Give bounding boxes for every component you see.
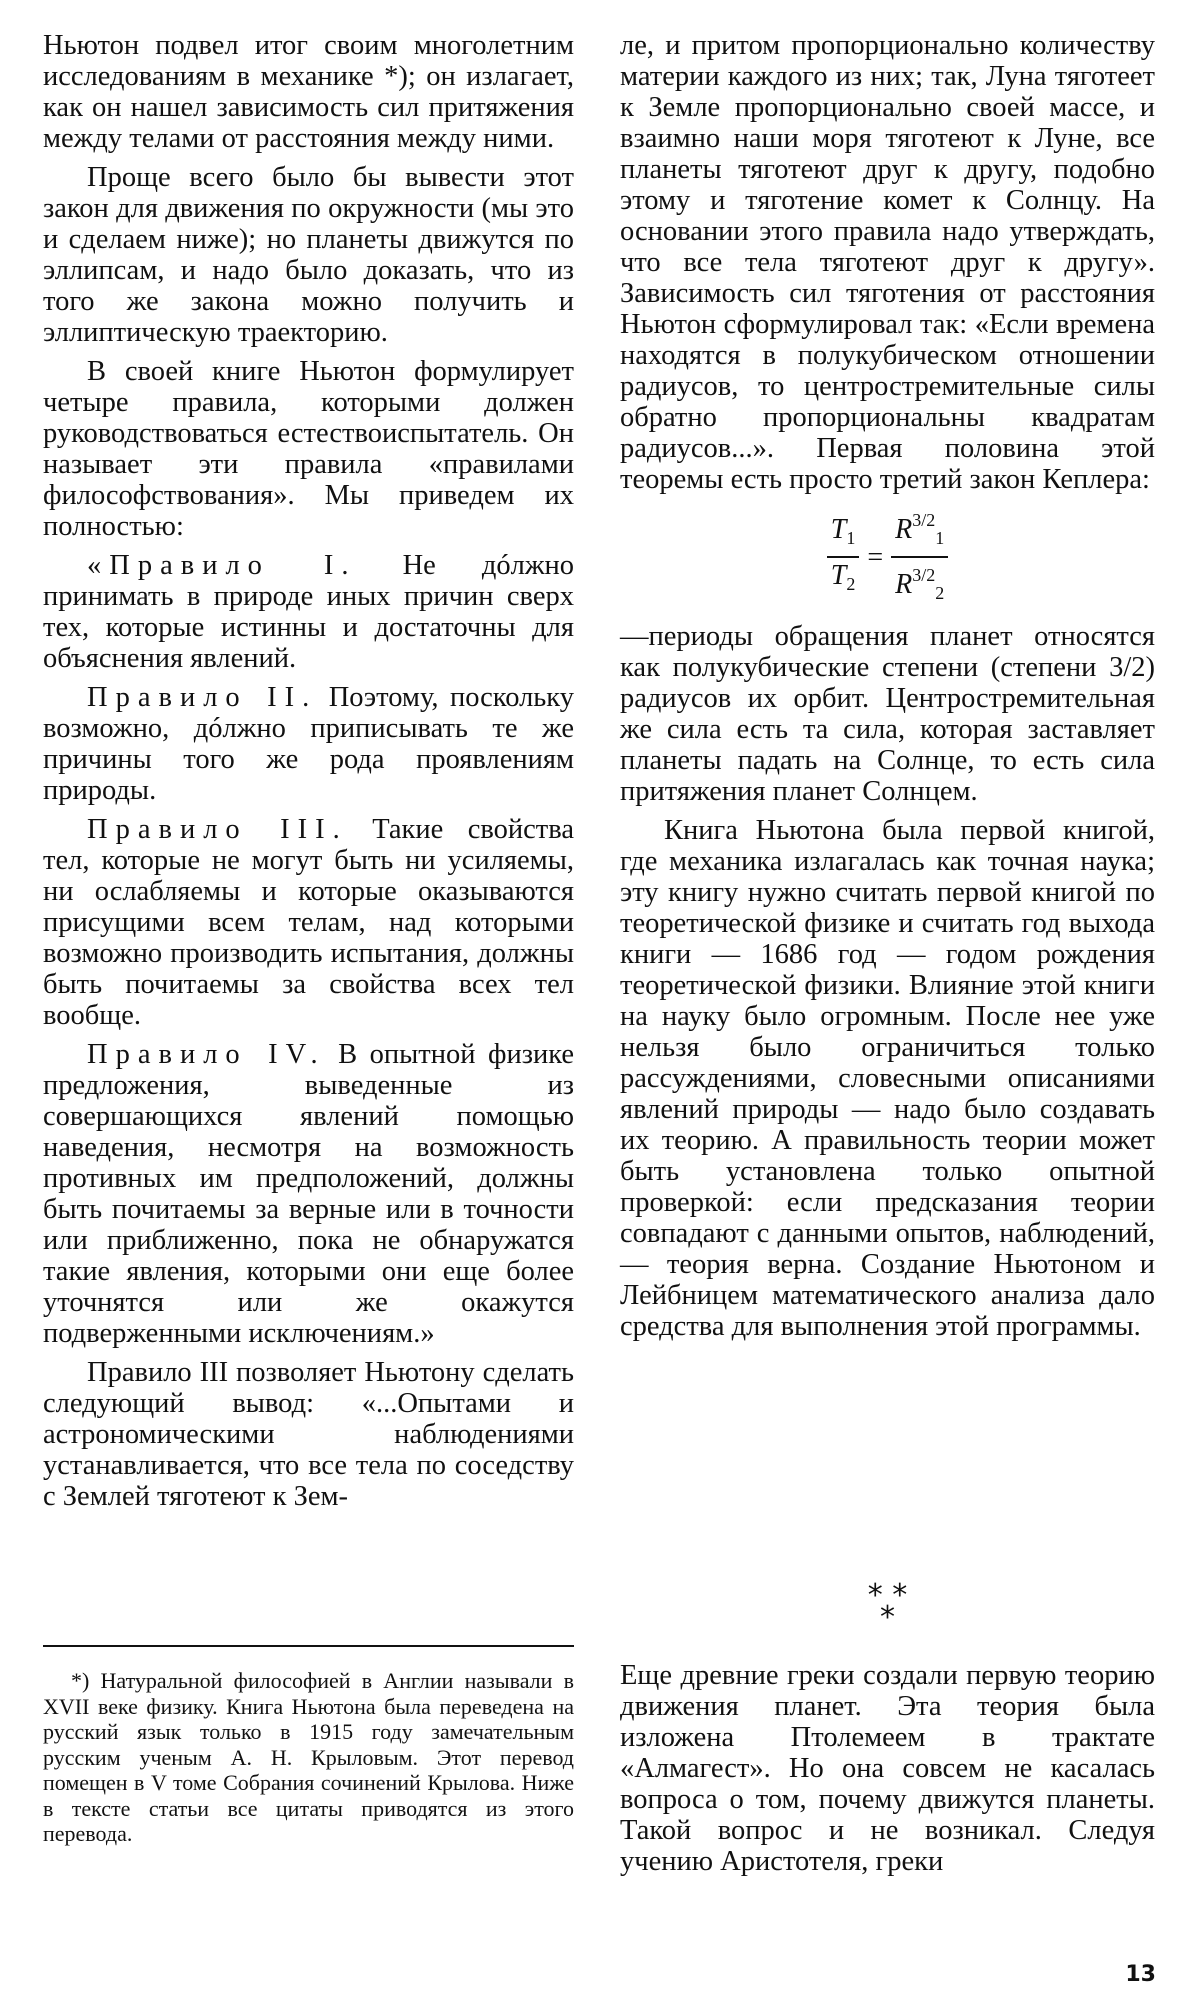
formula-lhs — [827, 514, 860, 600]
footnote: *) Натуральной философией в Англии называли в XVII веке физику. Книга Ньютона была переведена на русский язык только в 1915 году замечательным русским ученым А. Н. Крыловым. Этот перевод помещен в V томе Собрания сочинений Крылова. Ниже в тексте статьи все цитаты приводятся из этого перевода. — [43, 1668, 574, 1846]
right-column — [620, 30, 1155, 1350]
formula-rhs-num-sub: 1 — [935, 528, 945, 548]
formula-lhs-den: T — [830, 560, 847, 591]
formula-lhs-den-sub: 2 — [846, 574, 856, 594]
right-paragraph-2: —периоды обращения планет относятся как полукубические степени (степени 3/2) радиусов их орбит. Центростремительная же сила есть та сила, которая заставляет планеты падать на Солнце, то есть сила притяжения планет Солнцем. — [620, 621, 1155, 807]
rule-3 — [43, 814, 574, 1031]
formula-rhs-num-sup: 3/2 — [912, 510, 936, 530]
rule-4-label: Правило IV. — [87, 1039, 326, 1070]
right-paragraph-4: Еще древние греки создали первую теорию движения планет. Эта теория была изложена Птолемеем в трактате «Алмагест». Но она совсем не касалась вопроса о том, почему движутся планеты. Такой вопрос и не возникал. Следуя учению Аристотеля, греки — [620, 1660, 1155, 1877]
left-paragraph-3: В своей книге Ньютон формулирует четыре правила, которыми должен руководствоваться естествоиспытатель. Он называет эти правила «правилами философствования». Мы приведем их полностью: — [43, 356, 574, 542]
section-separator-stars: * * * — [867, 1578, 908, 1635]
rule-4-text: В опытной физике предложения, выведенные из совершающихся явлений помощью наведения, несмотря на возможность противных им предположений, должны быть почитаемы за верные или в точности или приближенно, пока не обнаружатся такие явления, которыми они еще более уточнятся или же окажутся подверженными исключениям.» — [43, 1039, 575, 1349]
rule-3-text: Такие свойства тел, которые не могут быть ни усиляемы, ни ослабляемы и которые оказываются присущими всем телам, над которыми возможно производить испытания, должны быть почитаемы за свойства всех тел вообще. — [43, 814, 574, 1031]
right-bottom-section — [620, 1660, 1155, 1877]
kepler-formula — [620, 505, 1155, 609]
right-paragraph-1: ле, и притом пропорционально количеству материи каждого из них; так, Луна тяготеет к Земле пропорционально своей массе, и взаимно наши моря тяготеют к Луне, все планеты тяготеют друг к другу, подобно этому и тяготение комет к Солнцу. На основании этого правила надо утверждать, что все тела тяготеют друг к другу». Зависимость сил тяготения от расстояния Ньютон сформулировал так: «Если времена находятся в полукубическом отношении радиусов, то центростремительные силы обратно пропорциональны квадратам радиусов...». Первая половина этой теоремы есть просто третий закон Кеплера: — [620, 30, 1155, 495]
formula-rhs — [891, 505, 948, 609]
rule-2-text: Поэтому, поскольку возможно, дóлжно приписывать те же причины того же рода проявлениям природы. — [43, 682, 574, 806]
left-paragraph-1: Ньютон подвел итог своим многолетним исследованиям в механике *); он излагает, как он нашел зависимость сил притяжения между телами от расстояния между ними. — [43, 30, 574, 154]
rule-3-label: Правило III. — [87, 814, 348, 845]
formula-equals: = — [867, 541, 884, 573]
rule-2 — [43, 682, 574, 806]
left-paragraph-2: Проще всего было бы вывести этот закон для движения по окружности (мы это и сделаем ниже); но планеты движутся по эллипсам, и надо было доказать, что из того же закона можно получить и эллиптическую траекторию. — [43, 162, 574, 348]
rule-2-label: Правило II. — [87, 682, 318, 713]
formula-rhs-den-sup: 3/2 — [912, 565, 936, 585]
formula-rhs-den: R — [895, 569, 913, 600]
rule-1 — [43, 550, 574, 674]
rule-1-label: «Правило I. — [87, 550, 357, 581]
formula-rhs-den-sub: 2 — [935, 583, 945, 603]
rule-4 — [43, 1039, 574, 1349]
page-number: 13 — [1125, 1962, 1156, 1987]
right-paragraph-3: Книга Ньютона была первой книгой, где механика излагалась как точная наука; эту книгу нужно считать первой книгой по теоретической физике и считать год выхода книги — 1686 год — годом рождения теоретической физики. Влияние этой книги на науку было огромным. После нее уже нельзя было ограничиться только рассуждениями, словесными описаниями явлений природы — надо было создавать их теорию. А правильность теории может быть установлена только опытной проверкой: если предсказания теории совпадают с данными опытов, наблюдений, — теория верна. Создание Ньютоном и Лейбницем математического анализа дало средства для выполнения этой программы. — [620, 815, 1155, 1342]
rule-1-text: Не дóлжно принимать в природе иных причин сверх тех, которые истинны и достаточны для объяснения явлений. — [43, 550, 575, 674]
left-column — [43, 30, 574, 1520]
formula-rhs-num: R — [895, 514, 913, 545]
formula-lhs-num: T — [830, 514, 847, 545]
formula-lhs-num-sub: 1 — [846, 528, 856, 548]
footnote-divider — [43, 1645, 574, 1647]
left-paragraph-4: Правило III позволяет Ньютону сделать следующий вывод: «...Опытами и астрономическими наблюдениями устанавливается, что все тела по соседству с Землей тяготеют к Зем- — [43, 1357, 574, 1512]
